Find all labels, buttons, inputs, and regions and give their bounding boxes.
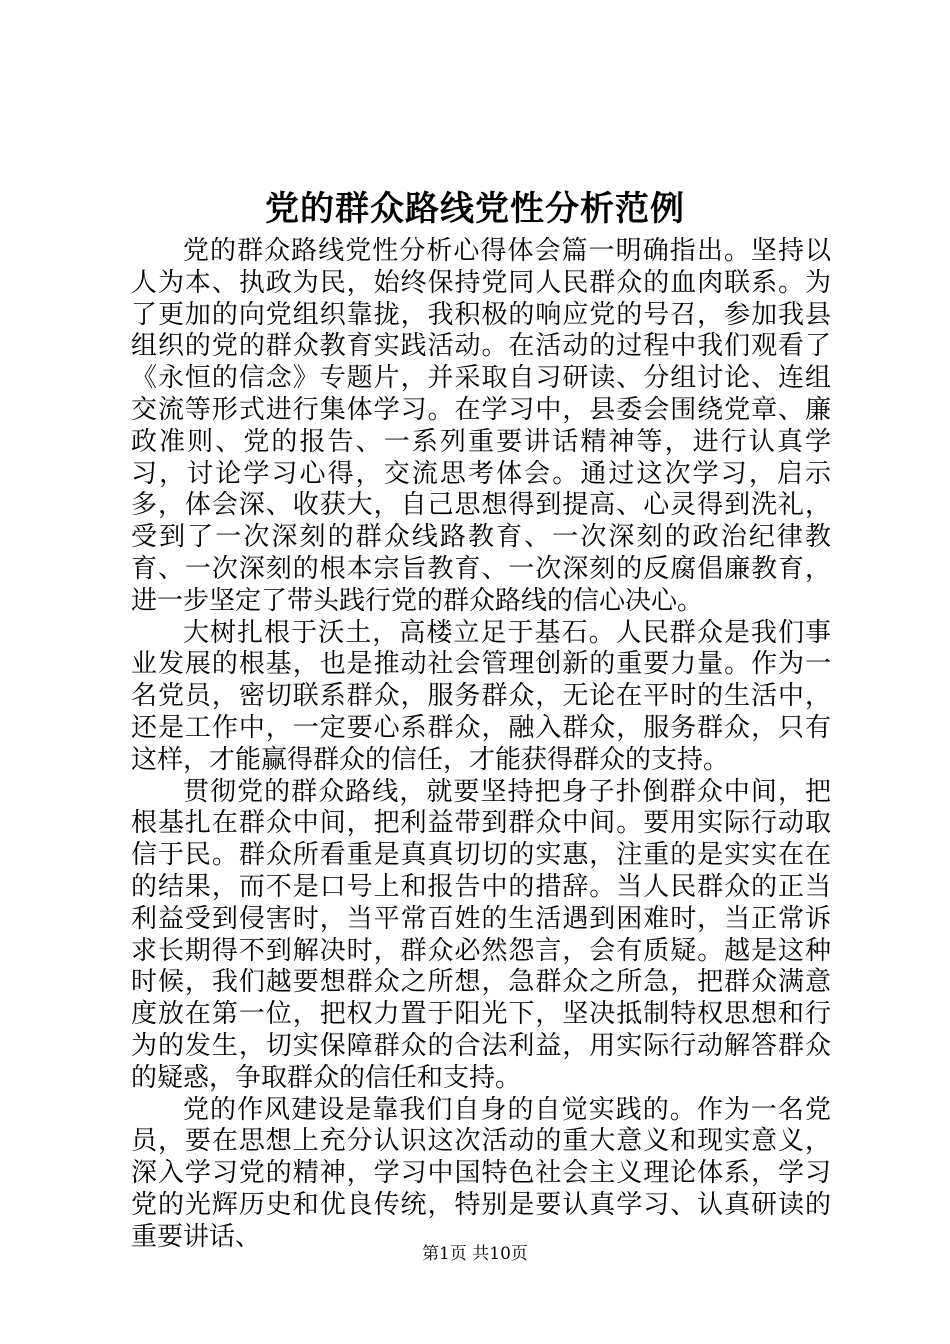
paragraph-1: 党的群众路线党性分析心得体会篇一明确指出。坚持以人为本、执政为民，始终保持党同人民群众的血肉联系。为了更加的向党组织靠拢，我积极的响应党的号召，参加我县组织的党的群众教育实践活动。在活动的过程中我们观看了《永恒的信念》专题片，并采取自习研读、分组讨论、连组交流等形式进行集体学习。在学习中，县委会围绕党章、廉政准则、党的报告、一系列重要讲话精神等，进行认真学习，讨论学习心得，交流思考体会。通过这次学习，启示多，体会深、收获大，自己思想得到提高、心灵得到洗礼，受到了一次深刻的群众线路教育、一次深刻的政治纪律教育、一次深刻的根本宗旨教育、一次深刻的反腐倡廉教育，进一步坚定了带头践行党的群众路线的信心决心。: [131, 236, 831, 616]
document-title: 党的群众路线党性分析范例: [265, 189, 685, 229]
paragraph-2: 大树扎根于沃土，高楼立足于基石。人民群众是我们事业发展的根基，也是推动社会管理创新的重要力量。作为一名党员，密切联系群众，服务群众，无论在平时的生活中，还是工作中，一定要心系群众，融入群众，服务群众，只有这样，才能赢得群众的信任，才能获得群众的支持。: [131, 617, 831, 775]
paragraph-4: 党的作风建设是靠我们自身的自觉实践的。作为一名党员，要在思想上充分认识这次活动的重大意义和现实意义，深入学习党的精神，学习中国特色社会主义理论体系，学习党的光辉历史和优良传统，特别是要认真学习、认真研读的重要讲话、: [131, 1094, 831, 1252]
document-body: [131, 236, 831, 1254]
page-footer: 第1页 共10页: [422, 1244, 528, 1264]
paragraph-3: 贯彻党的群众路线，就要坚持把身子扑倒群众中间，把根基扎在群众中间，把利益带到群众中间。要用实际行动取信于民。群众所看重是真真切切的实惠，注重的是实实在在的结果，而不是口号上和报告中的措辞。当人民群众的正当利益受到侵害时，当平常百姓的生活遇到困难时，当正常诉求长期得不到解决时，群众必然怨言，会有质疑。越是这种时候，我们越要想群众之所想，急群众之所急，把群众满意度放在第一位，把权力置于阳光下，坚决抵制特权思想和行为的发生，切实保障群众的合法利益，用实际行动解答群众的疑惑，争取群众的信任和支持。: [131, 776, 831, 1093]
